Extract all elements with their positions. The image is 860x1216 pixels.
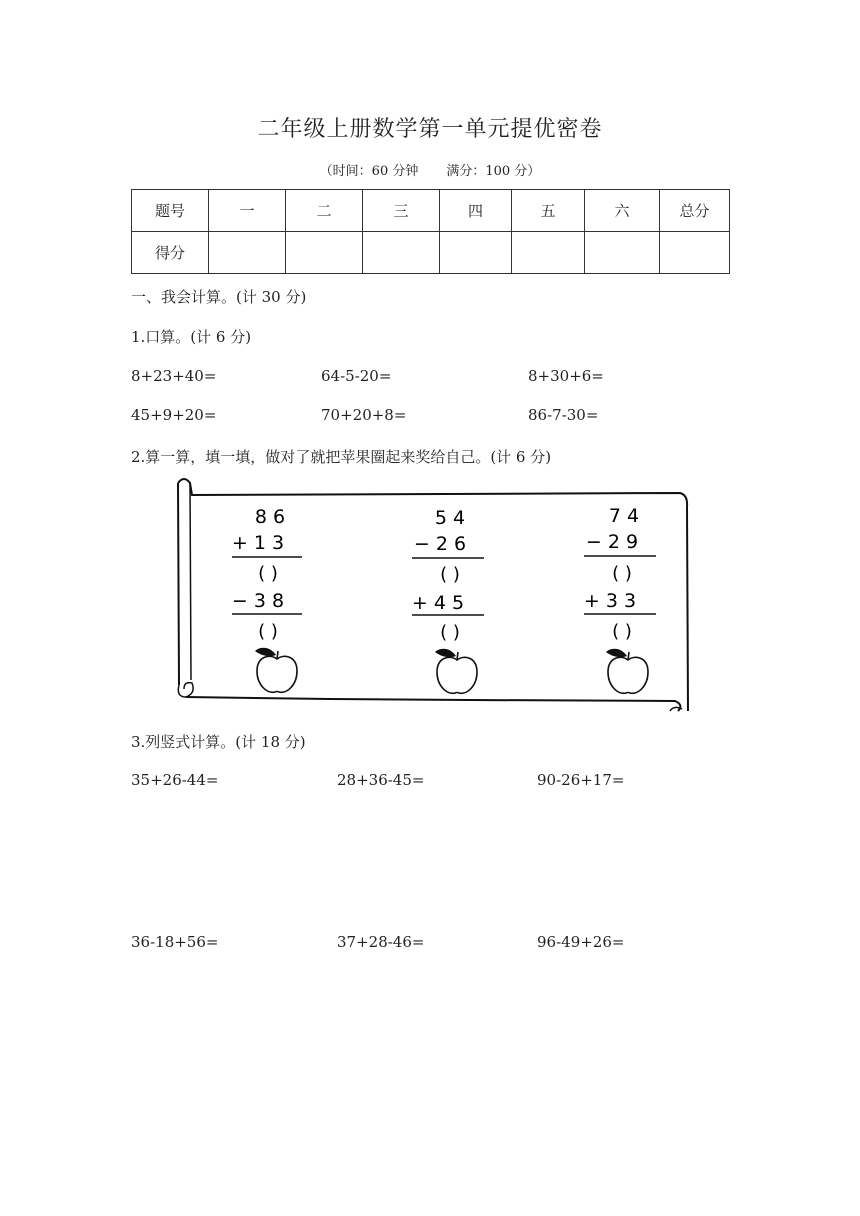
answer-blank[interactable]: ( ): [612, 621, 632, 642]
calc-operation: + 1 3: [231, 532, 285, 554]
score-cell[interactable]: [512, 232, 585, 274]
header-cell: 二: [286, 190, 363, 232]
scroll-illustration: [170, 475, 692, 715]
header-cell: 四: [440, 190, 512, 232]
answer-blank[interactable]: ( ): [440, 622, 460, 643]
oral-item: 86-7-30=: [528, 406, 599, 424]
calc-top-number: 7 4: [608, 505, 640, 527]
calc-operation: + 4 5: [411, 592, 465, 614]
score-table: [131, 189, 730, 274]
answer-blank[interactable]: ( ): [612, 563, 632, 584]
score-cell[interactable]: [440, 232, 512, 274]
row-label-cell: 得分: [132, 232, 209, 274]
written-calc-item: 36-18+56=: [131, 933, 219, 951]
vertical-calc-3: [584, 505, 656, 642]
written-calc-item: 28+36-45=: [337, 771, 425, 789]
header-cell: 总分: [660, 190, 730, 232]
written-calc-item: 35+26-44=: [131, 771, 219, 789]
answer-blank[interactable]: ( ): [258, 563, 278, 584]
page-title: 二年级上册数学第一单元提优密卷: [257, 117, 603, 142]
oral-item: 64-5-20=: [321, 367, 392, 385]
vertical-calc-2: [412, 507, 484, 643]
score-cell[interactable]: [286, 232, 363, 274]
score-cell[interactable]: [363, 232, 440, 274]
score-cell[interactable]: [660, 232, 730, 274]
apple-icon[interactable]: [435, 649, 477, 694]
calc-operation: − 3 8: [231, 590, 285, 612]
calc-operation: + 3 3: [583, 590, 637, 612]
exam-info: [0, 160, 860, 179]
answer-blank[interactable]: ( ): [440, 564, 460, 585]
header-cell: 一: [209, 190, 286, 232]
vertical-calc-1: [232, 506, 302, 642]
header-cell: 三: [363, 190, 440, 232]
answer-blank[interactable]: ( ): [258, 621, 278, 642]
written-calc-item: 37+28-46=: [337, 933, 425, 951]
oral-item: 70+20+8=: [321, 406, 407, 424]
written-calc-item: 96-49+26=: [537, 933, 625, 951]
apple-icon[interactable]: [606, 649, 648, 694]
calc-operation: − 2 6: [413, 533, 467, 555]
question-heading: 2.算一算，填一填，做对了就把苹果圈起来奖给自己。(计 6 分): [131, 448, 552, 466]
time-limit: （时间：60 分钟: [319, 164, 419, 179]
oral-item: 45+9+20=: [131, 406, 217, 424]
question-heading: 1.口算。(计 6 分): [131, 328, 252, 346]
score-cell[interactable]: [585, 232, 660, 274]
calc-operation: − 2 9: [585, 531, 639, 553]
header-cell: 五: [512, 190, 585, 232]
calc-top-number: 8 6: [254, 506, 286, 528]
header-cell: 六: [585, 190, 660, 232]
full-score: 满分：100 分）: [446, 164, 541, 179]
oral-item: 8+30+6=: [528, 367, 604, 385]
oral-item: 8+23+40=: [131, 367, 217, 385]
question-heading: 3.列竖式计算。(计 18 分): [131, 733, 306, 751]
calc-top-number: 5 4: [434, 507, 466, 529]
written-calc-item: 90-26+17=: [537, 771, 625, 789]
score-table-score-row: [132, 232, 730, 274]
apple-icon[interactable]: [255, 648, 297, 693]
score-cell[interactable]: [209, 232, 286, 274]
score-table-header-row: [132, 190, 730, 232]
header-cell: 题号: [132, 190, 209, 232]
section-heading: 一、我会计算。(计 30 分): [131, 288, 307, 306]
